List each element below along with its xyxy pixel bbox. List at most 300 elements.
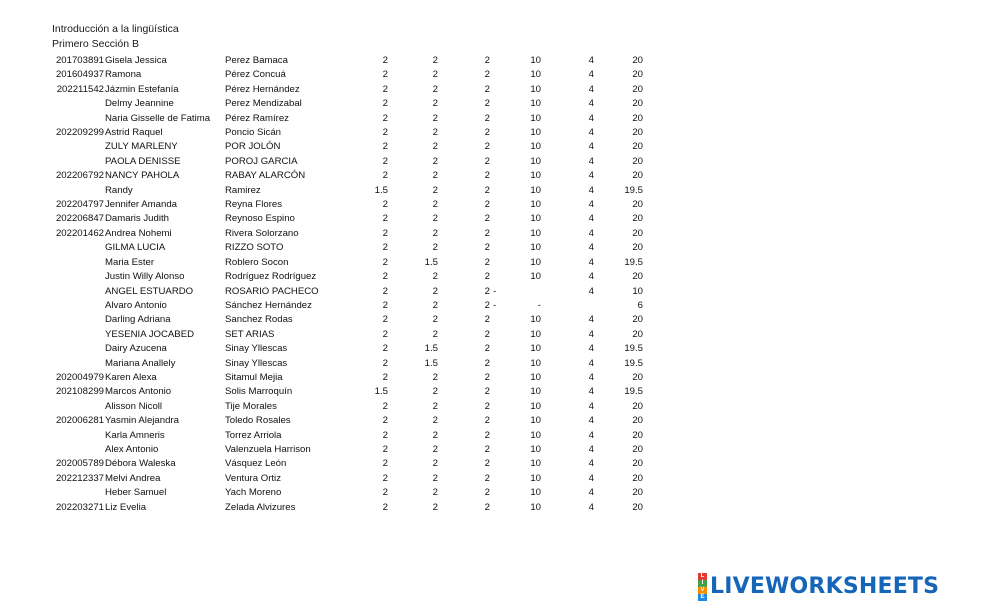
grade-4: 10	[530, 98, 541, 110]
first-name: ANGEL ESTUARDO	[105, 285, 194, 297]
first-name: Maria Ester	[105, 256, 155, 268]
table-row	[0, 227, 660, 241]
grade-3: 2	[484, 429, 490, 441]
grade-5: 4	[588, 386, 594, 398]
grade-3: 2	[484, 400, 490, 412]
grade-5: 4	[588, 213, 594, 225]
student-id: 202206847	[55, 213, 104, 225]
table-row	[0, 140, 660, 154]
grade-2: 2	[432, 127, 438, 139]
grade-4: 10	[530, 501, 541, 513]
last-name: Yach Moreno	[225, 487, 282, 499]
grade-2: 2	[432, 501, 438, 513]
grade-1: 2	[382, 472, 388, 484]
first-name: Liz Evelia	[105, 501, 147, 513]
grade-2: 2	[432, 443, 438, 455]
total-score: 20	[632, 472, 643, 484]
grade-1: 2	[382, 213, 388, 225]
grade-5: 4	[588, 429, 594, 441]
first-name: Justin Willy Alonso	[105, 271, 185, 283]
grade-1: 2	[382, 98, 388, 110]
last-name: Sinay Yllescas	[225, 357, 288, 369]
grade-2: 2	[432, 429, 438, 441]
first-name: Alisson Nicoll	[105, 400, 163, 412]
grade-4: 10	[530, 371, 541, 383]
grade-1: 1.5	[374, 386, 388, 398]
grade-2: 2	[432, 299, 438, 311]
grade-2: 2	[432, 184, 438, 196]
table-row	[0, 457, 660, 471]
total-score: 20	[632, 127, 643, 139]
grade-3: 2	[484, 98, 490, 110]
grade-4: 10	[530, 242, 541, 254]
grade-5: 4	[588, 415, 594, 427]
grade-4: -	[537, 299, 541, 311]
grade-4: 10	[530, 112, 541, 124]
table-row	[0, 313, 660, 327]
grade-3-dash: -	[493, 299, 497, 311]
grade-3: 2	[484, 213, 490, 225]
grade-1: 2	[382, 112, 388, 124]
total-score: 20	[632, 314, 643, 326]
last-name: Rodríguez Rodríguez	[225, 271, 317, 283]
total-score: 20	[632, 55, 643, 66]
total-score: 20	[632, 98, 643, 110]
total-score: 20	[632, 458, 643, 470]
section-title: Primero Sección B	[52, 38, 139, 50]
total-score: 20	[632, 501, 643, 513]
table-row	[0, 414, 660, 428]
student-id: 202212337	[55, 472, 104, 484]
table-row	[0, 256, 660, 270]
grade-4: 10	[530, 155, 541, 167]
student-id: 202211542	[56, 83, 104, 95]
first-name: Gisela Jessica	[105, 55, 167, 66]
total-score: 20	[632, 199, 643, 211]
grade-3: 2	[484, 170, 490, 182]
grade-2: 2	[432, 170, 438, 182]
grade-2: 2	[432, 242, 438, 254]
grade-2: 2	[432, 112, 438, 124]
last-name: Vásquez León	[225, 458, 287, 470]
total-score: 20	[632, 170, 643, 182]
grade-1: 2	[382, 271, 388, 283]
grade-2: 2	[432, 213, 438, 225]
grade-3: 2	[484, 285, 490, 297]
table-row	[0, 443, 660, 457]
grade-5: 4	[588, 127, 594, 139]
grade-5: 4	[588, 98, 594, 110]
grade-1: 2	[382, 314, 388, 326]
grade-4: 10	[530, 314, 541, 326]
total-score: 19.5	[624, 343, 643, 355]
grade-4: 10	[530, 55, 541, 66]
grade-3: 2	[484, 328, 490, 340]
last-name: Zelada Alvizures	[225, 501, 296, 513]
total-score: 10	[632, 285, 643, 297]
grade-5: 4	[588, 69, 594, 81]
total-score: 20	[632, 415, 643, 427]
grade-3: 2	[484, 256, 490, 268]
last-name: POR JOLÓN	[225, 141, 281, 153]
grade-5: 4	[588, 314, 594, 326]
logo-cubes-icon	[698, 573, 707, 601]
table-row	[0, 285, 660, 299]
last-name: Reyna Flores	[225, 199, 283, 211]
last-name: POROJ GARCIA	[225, 155, 298, 167]
table-row	[0, 83, 660, 97]
grade-1: 2	[382, 155, 388, 167]
first-name: Jázmin Estefanía	[105, 83, 179, 95]
grade-5: 4	[588, 112, 594, 124]
grade-2: 2	[432, 487, 438, 499]
student-id: 202004979	[55, 371, 104, 383]
grade-2: 1.5	[424, 343, 438, 355]
student-id: 202108299	[55, 386, 104, 398]
grade-2: 2	[432, 55, 438, 66]
grade-3: 2	[484, 127, 490, 139]
total-score: 19.5	[624, 357, 643, 369]
grade-3: 2	[484, 55, 490, 66]
liveworksheets-logo	[698, 573, 939, 601]
first-name: Naria Gisselle de Fatima	[105, 112, 211, 124]
grade-1: 2	[382, 400, 388, 412]
grade-1: 2	[382, 343, 388, 355]
last-name: Pérez Hernández	[225, 83, 300, 95]
last-name: Valenzuela Harrison	[225, 443, 311, 455]
grade-5: 4	[588, 271, 594, 283]
grade-2: 2	[432, 155, 438, 167]
grade-3: 2	[484, 199, 490, 211]
logo-text: LIVEWORKSHEETS	[710, 574, 940, 599]
grade-2: 1.5	[424, 357, 438, 369]
first-name: Karen Alexa	[105, 371, 157, 383]
grade-5: 4	[588, 443, 594, 455]
first-name: Heber Samuel	[105, 487, 167, 499]
grade-1: 2	[382, 170, 388, 182]
grade-1: 2	[382, 141, 388, 153]
first-name: Astrid Raquel	[105, 127, 163, 139]
total-score: 20	[632, 400, 643, 412]
grade-5: 4	[588, 141, 594, 153]
grade-3: 2	[484, 443, 490, 455]
grade-5: 4	[588, 285, 594, 297]
grade-1: 2	[382, 227, 388, 239]
table-row	[0, 486, 660, 500]
table-row	[0, 385, 660, 399]
student-id: 202206792	[55, 170, 104, 182]
course-title: Introducción a la lingüística	[52, 23, 179, 35]
first-name: Karla Amneris	[105, 429, 165, 441]
last-name: Tije Morales	[225, 400, 277, 412]
first-name: NANCY PAHOLA	[105, 170, 180, 182]
total-score: 20	[632, 328, 643, 340]
student-id: 202201462	[55, 227, 104, 239]
grade-3: 2	[484, 458, 490, 470]
last-name: Roblero Socon	[225, 256, 289, 268]
grade-3: 2	[484, 299, 490, 311]
grade-5: 4	[588, 501, 594, 513]
grade-3: 2	[484, 271, 490, 283]
student-id: 202203271	[55, 501, 104, 513]
grade-4: 10	[530, 227, 541, 239]
grade-1: 2	[382, 443, 388, 455]
last-name: Ventura Ortiz	[225, 472, 281, 484]
grade-1: 2	[382, 83, 388, 95]
grade-4: 10	[530, 415, 541, 427]
grade-2: 2	[432, 400, 438, 412]
grade-5: 4	[588, 184, 594, 196]
grade-3-dash: -	[493, 285, 497, 297]
grade-5: 4	[588, 487, 594, 499]
first-name: Alex Antonio	[105, 443, 159, 455]
grade-1: 2	[382, 199, 388, 211]
grade-2: 2	[432, 314, 438, 326]
grade-1: 2	[382, 69, 388, 81]
table-row	[0, 112, 660, 126]
total-score: 6	[637, 299, 643, 311]
grade-4: 10	[530, 271, 541, 283]
last-name: Ramirez	[225, 184, 261, 196]
table-row	[0, 126, 660, 140]
first-name: Damaris Judith	[105, 213, 169, 225]
grade-1: 2	[382, 55, 388, 66]
grade-2: 2	[432, 199, 438, 211]
grade-1: 2	[382, 458, 388, 470]
first-name: Andrea Nohemi	[105, 227, 172, 239]
grade-4: 10	[530, 443, 541, 455]
table-row	[0, 371, 660, 385]
grade-3: 2	[484, 343, 490, 355]
first-name: GILMA LUCIA	[105, 242, 166, 254]
first-name: Darling Adriana	[105, 314, 171, 326]
grade-1: 2	[382, 357, 388, 369]
last-name: Reynoso Espino	[225, 213, 295, 225]
table-row	[0, 155, 660, 169]
grade-4: 10	[530, 487, 541, 499]
last-name: Torrez Arriola	[225, 429, 282, 441]
grade-4: 10	[530, 400, 541, 412]
last-name: ROSARIO PACHECO	[225, 285, 319, 297]
table-row	[0, 68, 660, 82]
grade-4: 10	[530, 69, 541, 81]
first-name: Alvaro Antonio	[105, 299, 167, 311]
grade-5: 4	[588, 170, 594, 182]
grade-1: 2	[382, 501, 388, 513]
grade-1: 2	[382, 127, 388, 139]
grade-4: 10	[530, 213, 541, 225]
grade-3: 2	[484, 487, 490, 499]
grade-2: 2	[432, 472, 438, 484]
total-score: 20	[632, 429, 643, 441]
grade-3: 2	[484, 386, 490, 398]
grade-4: 10	[530, 429, 541, 441]
grade-4: 10	[530, 83, 541, 95]
logo-cube: E	[698, 594, 707, 601]
grade-4: 10	[530, 357, 541, 369]
table-row	[0, 169, 660, 183]
grade-4: 10	[530, 328, 541, 340]
last-name: SET ARIAS	[225, 328, 275, 340]
grade-5: 4	[588, 371, 594, 383]
grade-2: 2	[432, 458, 438, 470]
table-row	[0, 97, 660, 111]
last-name: Pérez Ramírez	[225, 112, 289, 124]
table-row	[0, 429, 660, 443]
last-name: Sitamul Mejia	[225, 371, 283, 383]
table-row	[0, 54, 660, 68]
grade-2: 2	[432, 386, 438, 398]
total-score: 20	[632, 213, 643, 225]
last-name: RIZZO SOTO	[225, 242, 284, 254]
logo-cube: L	[698, 573, 707, 580]
first-name: Melvi Andrea	[105, 472, 161, 484]
grade-3: 2	[484, 141, 490, 153]
grade-4: 10	[530, 199, 541, 211]
grade-5: 4	[588, 227, 594, 239]
last-name: Pérez Concuá	[225, 69, 286, 81]
grade-3: 2	[484, 83, 490, 95]
student-id: 201604937	[55, 69, 104, 81]
logo-cube: V	[698, 587, 707, 594]
grade-2: 2	[432, 328, 438, 340]
grade-4: 10	[530, 170, 541, 182]
total-score: 20	[632, 371, 643, 383]
first-name: PAOLA DENISSE	[105, 155, 181, 167]
student-id: 201703891	[55, 55, 104, 66]
last-name: Toledo Rosales	[225, 415, 291, 427]
first-name: Mariana Anallely	[105, 357, 176, 369]
grade-2: 2	[432, 141, 438, 153]
table-row	[0, 357, 660, 371]
grade-2: 1.5	[424, 256, 438, 268]
last-name: Rivera Solorzano	[225, 227, 299, 239]
grade-2: 2	[432, 371, 438, 383]
table-row	[0, 328, 660, 342]
last-name: Solis Marroquín	[225, 386, 293, 398]
grade-5: 4	[588, 242, 594, 254]
grade-5: 4	[588, 155, 594, 167]
last-name: RABAY ALARCÓN	[225, 170, 306, 182]
total-score: 20	[632, 83, 643, 95]
grade-2: 2	[432, 83, 438, 95]
grade-5: 4	[588, 83, 594, 95]
total-score: 20	[632, 69, 643, 81]
grade-4: 10	[530, 458, 541, 470]
grade-5: 4	[588, 199, 594, 211]
table-row	[0, 212, 660, 226]
grade-1: 2	[382, 371, 388, 383]
grade-3: 2	[484, 242, 490, 254]
total-score: 20	[632, 242, 643, 254]
first-name: Randy	[105, 184, 133, 196]
grade-5: 4	[588, 55, 594, 66]
grade-2: 2	[432, 98, 438, 110]
grades-table	[0, 54, 660, 515]
last-name: Sanchez Rodas	[225, 314, 293, 326]
grade-2: 2	[432, 227, 438, 239]
first-name: Delmy Jeannine	[105, 98, 174, 110]
total-score: 20	[632, 112, 643, 124]
table-row	[0, 270, 660, 284]
first-name: Ramona	[105, 69, 142, 81]
last-name: Perez Mendizabal	[225, 98, 302, 110]
student-id: 202006281	[55, 415, 104, 427]
table-row	[0, 342, 660, 356]
grade-3: 2	[484, 415, 490, 427]
grade-4: 10	[530, 141, 541, 153]
student-id: 202209299	[55, 127, 104, 139]
grade-3: 2	[484, 155, 490, 167]
last-name: Sinay Yllescas	[225, 343, 288, 355]
grade-1: 2	[382, 299, 388, 311]
table-row	[0, 400, 660, 414]
grade-2: 2	[432, 69, 438, 81]
total-score: 20	[632, 271, 643, 283]
grade-2: 2	[432, 285, 438, 297]
table-row	[0, 184, 660, 198]
grade-4: 10	[530, 184, 541, 196]
grade-3: 2	[484, 314, 490, 326]
last-name: Perez Bamaca	[225, 55, 288, 66]
grade-4: 10	[530, 472, 541, 484]
grade-1: 2	[382, 285, 388, 297]
grade-5: 4	[588, 357, 594, 369]
grade-1: 2	[382, 429, 388, 441]
table-row	[0, 241, 660, 255]
table-row	[0, 501, 660, 515]
total-score: 20	[632, 443, 643, 455]
grade-3: 2	[484, 472, 490, 484]
grade-5: 4	[588, 472, 594, 484]
table-row	[0, 472, 660, 486]
last-name: Poncio Sicán	[225, 127, 281, 139]
document-header	[52, 22, 179, 52]
grade-3: 2	[484, 112, 490, 124]
student-id: 202204797	[55, 199, 104, 211]
total-score: 20	[632, 487, 643, 499]
grade-5: 4	[588, 256, 594, 268]
grade-1: 2	[382, 256, 388, 268]
grade-1: 1.5	[374, 184, 388, 196]
grade-5: 4	[588, 343, 594, 355]
first-name: Dairy Azucena	[105, 343, 167, 355]
grade-2: 2	[432, 271, 438, 283]
total-score: 20	[632, 227, 643, 239]
first-name: Débora Waleska	[105, 458, 176, 470]
student-id: 202005789	[55, 458, 104, 470]
first-name: Yasmin Alejandra	[105, 415, 179, 427]
grade-1: 2	[382, 242, 388, 254]
grade-3: 2	[484, 227, 490, 239]
total-score: 20	[632, 141, 643, 153]
first-name: YESENIA JOCABED	[105, 328, 195, 340]
last-name: Sánchez Hernández	[225, 299, 312, 311]
grade-3: 2	[484, 501, 490, 513]
grade-4: 10	[530, 256, 541, 268]
total-score: 20	[632, 155, 643, 167]
total-score: 19.5	[624, 386, 643, 398]
grade-2: 2	[432, 415, 438, 427]
first-name: Jennifer Amanda	[105, 199, 177, 211]
grade-3: 2	[484, 184, 490, 196]
total-score: 19.5	[624, 184, 643, 196]
grade-4: 10	[530, 127, 541, 139]
total-score: 19.5	[624, 256, 643, 268]
grade-3: 2	[484, 371, 490, 383]
grade-5: 4	[588, 400, 594, 412]
grade-4: 10	[530, 343, 541, 355]
